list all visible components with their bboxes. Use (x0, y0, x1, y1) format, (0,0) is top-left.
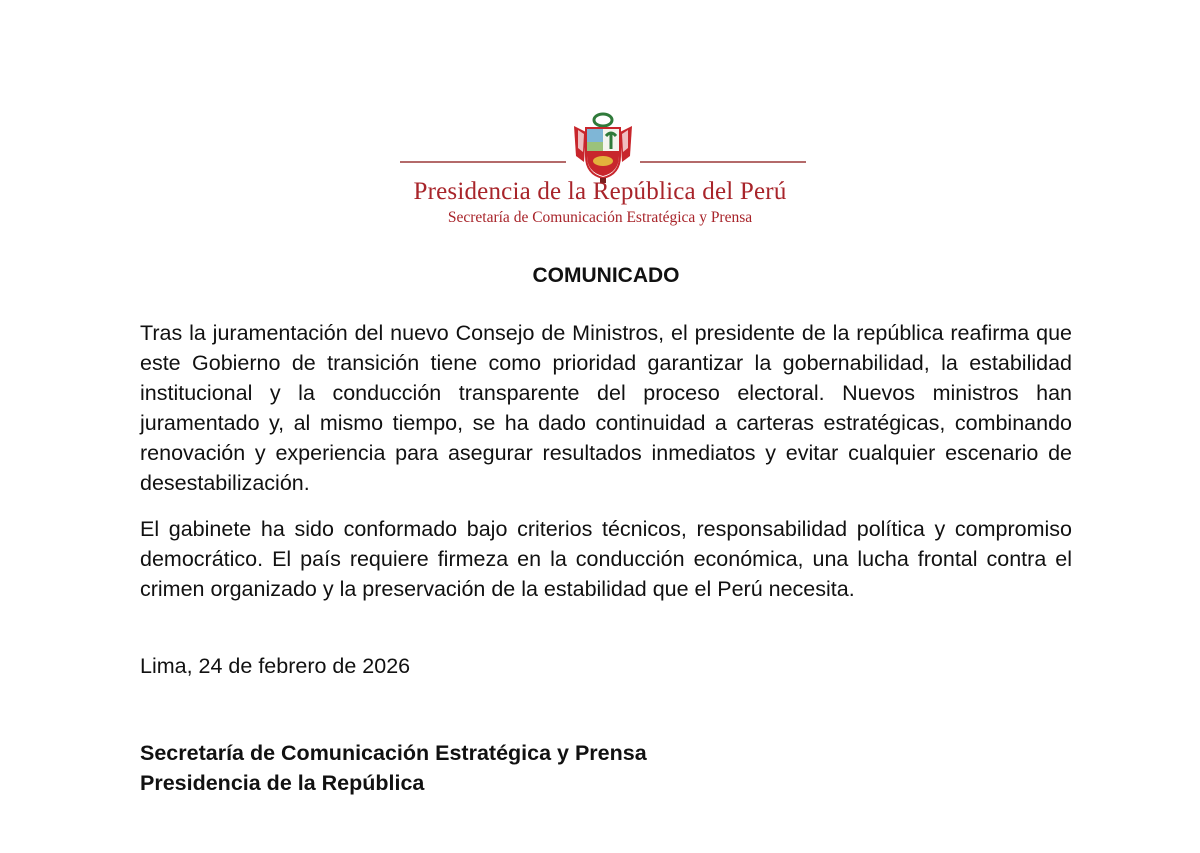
document-title: COMUNICADO (532, 264, 680, 287)
peru-coat-of-arms-icon (570, 112, 636, 184)
org-subtitle: Secretaría de Comunicación Estratégica y Prensa (447, 209, 753, 226)
paragraph-2: El gabinete ha sido conformado bajo criterios técnicos, responsabilidad política y compromiso democrático. El país requiere firmeza en la conducción económica, una lucha frontal contra el crimen organizado y la preservación de la estabilidad que el Perú necesita. (140, 517, 1072, 601)
signature-block (140, 738, 647, 798)
signature-line-2: Presidencia de la República (140, 771, 425, 795)
dateline: Lima, 24 de febrero de 2026 (140, 654, 411, 678)
header-rule-left (400, 161, 566, 163)
paragraph-1: Tras la juramentación del nuevo Consejo de Ministros, el presidente de la república reafirma que este Gobierno de transición tiene como prioridad garantizar la gobernabilidad, la estabilidad institucional y la conducción transparente del proceso electoral. Nuevos ministros han juramentado y, al mismo tiempo, se ha dado continuidad a carteras estratégicas, combinando renovación y experiencia para asegurar resultados inmediatos y evitar cualquier escenario de desestabilización. (140, 321, 1072, 495)
header-rule-right (640, 161, 806, 163)
org-name: Presidencia de la República del Perú (413, 178, 787, 205)
signature-line-1: Secretaría de Comunicación Estratégica y Prensa (140, 741, 647, 765)
